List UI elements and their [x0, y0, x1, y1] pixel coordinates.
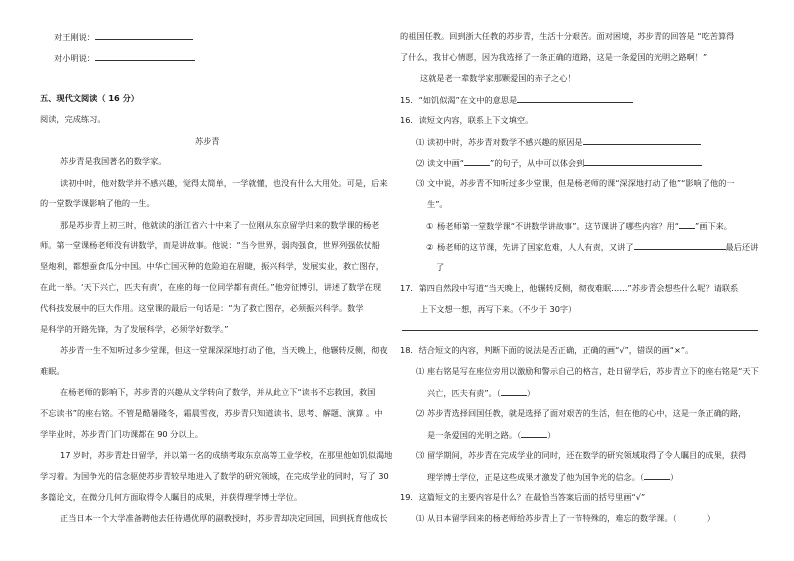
circled-number: ⑵ — [416, 158, 425, 168]
question-17-line-2: 上下文想一想，再写下来。（不少于 30字） — [420, 304, 577, 314]
answer-line-wang — [54, 30, 378, 43]
paren-close: ） — [669, 472, 679, 482]
para-line: 学习着。为国争光的信念驱使苏步青较早地进入了数学的研究领域，在完成学业的同时，写了 30 — [40, 471, 389, 481]
q18-3-text-b: 理学博士学位，正是这些成果才激发了他为国争光的信念。（ — [427, 472, 644, 482]
para-line: 师。第一堂课杨老师没有讲数学，而是讲故事。他说：“当今世界，弱肉强食，世界列强依仗船 — [40, 240, 380, 250]
circled-number: ⑶ — [416, 178, 425, 188]
blank-xiaoming[interactable] — [95, 51, 195, 61]
q16-3-1-text-b: ”画下来。 — [694, 221, 732, 231]
q16-3-2-blank-a[interactable] — [634, 240, 726, 250]
q18-1-cont — [427, 386, 764, 399]
instruction: 阅读，完成练习。 — [40, 114, 106, 124]
q16-2-blank[interactable] — [584, 156, 702, 166]
answer-line-xiaoming — [54, 51, 378, 64]
q18-1-text-b: 兴亡，匹夫有责”。（ — [427, 388, 501, 398]
q16-2-text-b: ”的句子，从中可以体会到 — [490, 158, 585, 168]
para-line: 读初中时，他对数学并不感兴趣，觉得太简单，一学就懂，也没有什么大用处。可是，后来 — [60, 178, 388, 188]
q18-2-answer[interactable] — [521, 428, 547, 438]
q16-3-2-text-b: 最后还讲 — [725, 242, 759, 252]
question-17-line-1: 17．第四自然段中写道“当天晚上，他辗转反侧，彻夜难眠……”苏步青会想些什么呢？请联系 — [400, 283, 739, 293]
q19-1-text: 从日本留学回来的杨老师给苏步青上了一节特殊的，难忘的数学课。（ — [427, 513, 677, 523]
para-line: 苏步青是我国著名的数学家。 — [60, 156, 167, 166]
para-line: 苏步青一生不知听过多少堂课，但这一堂课深深地打动了他，当天晚上，他辗转反侧，彻夜 — [60, 345, 388, 355]
para-line: 这就是老一辈数学家那颗爱国的赤子之心！ — [420, 73, 576, 83]
article-title: 苏步青 — [195, 136, 220, 146]
label-xiaoming: 对小明说： — [54, 53, 95, 63]
circled-number: ② — [426, 242, 434, 252]
paren-close: ） — [547, 430, 556, 440]
q18-item-3 — [416, 449, 764, 461]
q16-3-sub-2 — [426, 240, 764, 253]
q18-2-text-b: 是一条爱国的光明之路。（ — [427, 430, 522, 440]
para-line: 代科技发展中的巨大作用。这堂课的最后一句话是：“为了救亡图存，必须振兴科学。数学 — [40, 303, 364, 313]
circled-number: ⑴ — [416, 366, 425, 376]
q16-item-1 — [416, 135, 764, 148]
circled-number: ① — [426, 221, 434, 231]
paren-close: ） — [526, 388, 536, 398]
question-19: 19．这篇短文的主要内容是什么？在最恰当答案后面的括号里画“√” — [400, 492, 646, 502]
para-line: 坚炮利，都想蚕食瓜分中国。中华亡国灭种的危险迫在眉睫，振兴科学，发展实业，救亡图存， — [40, 261, 384, 271]
circled-number: ⑶ — [416, 450, 425, 460]
question-16: 16．读短文内容，联系上下文填空。 — [400, 115, 534, 125]
q18-1-answer[interactable] — [501, 386, 527, 396]
para-line: 学毕业时，苏步青门门功课都在 90 分以上。 — [40, 429, 203, 439]
para-line: 难眠。 — [40, 366, 65, 376]
circled-number: ⑴ — [416, 137, 425, 147]
q18-item-2 — [416, 407, 764, 419]
para-line: 那是苏步青上初三时，他就读的浙江省六十中来了一位刚从东京留学归来的数学课的杨老 — [60, 220, 380, 230]
q18-item-1 — [416, 365, 764, 377]
q16-item-2 — [416, 156, 764, 169]
q15-blank[interactable] — [517, 93, 633, 103]
q19-item-1 — [416, 512, 764, 524]
q16-1-text: 读初中时，苏步青对数学不感兴趣的原因是 — [427, 137, 583, 147]
q16-3-1-text-a: 杨老师第一堂数学课“不讲数学讲故事”。这节课讲了哪些内容？用“ — [437, 221, 679, 231]
label-wang: 对王刚说： — [54, 32, 95, 42]
q16-1-blank[interactable] — [583, 135, 701, 145]
para-line: 的一堂数学课影响了他的一生。 — [40, 198, 155, 208]
para-line: 多篇论文，在微分几何方面取得令人瞩目的成果，并获得理学博士学位。 — [40, 492, 303, 502]
q16-item-3 — [416, 177, 764, 189]
para-line: 正当日本一个大学准备聘他去任待遇优厚的副教授时，苏步青却决定回国，回到抚育他成长 — [60, 513, 388, 523]
para-line: 了什么，我甘心情愿，因为我选择了一条正确的道路，这是一条爱国的光明之路啊！” — [400, 52, 708, 62]
q18-3-cont — [427, 470, 764, 483]
q15-text: 15．“如饥似渴”在文中的意思是 — [400, 95, 518, 105]
q16-3-cont: 生”。 — [427, 199, 448, 209]
para-line: 在此一举。‘天下兴亡，匹夫有责’，在座的每一位同学都有责任。”他旁征博引，讲述了数学在现 — [40, 282, 382, 292]
circled-number: ⑵ — [416, 408, 425, 418]
blank-wang[interactable] — [95, 30, 193, 40]
para-line: 在杨老师的影响下，苏步青的兴趣从文学转向了数学，并从此立下“读书不忘救国，救国 — [60, 387, 376, 397]
q16-3-2-text-a: 杨老师的这节课，先讲了国家危难，人人有责，又讲了 — [437, 242, 634, 252]
paren-close: ） — [706, 513, 715, 523]
q18-3-text-a: 留学期间，苏步青在完成学业的同时，还在数学的研究领域取得了令人瞩目的成果，获得 — [427, 450, 747, 460]
q16-2-mark — [464, 156, 490, 166]
q16-3-1-blank[interactable] — [679, 219, 695, 229]
para-line: 不忘读书”的座右铭。不管是酷暑隆冬，霜晨雪夜，苏步青只知道读书、思考、解题、演算 。中 — [40, 408, 383, 418]
q16-3-sub-1 — [426, 219, 764, 232]
q18-2-cont — [427, 428, 764, 441]
question-15 — [400, 93, 764, 106]
section-title: 五、现代文阅读（ 16 分） — [40, 93, 139, 103]
q16-3-2-text-c: 了 — [436, 262, 445, 272]
q18-1-text-a: 座右铭是写在座位旁用以激励和警示自己的格言，赴日留学后，苏步青立下的座右铭是“天下 — [427, 366, 759, 376]
q16-3-2-cont — [436, 261, 764, 273]
q16-2-text-a: 读文中画“ — [427, 158, 464, 168]
para-line: 的祖国任教。回到浙大任教的苏步青，生活十分艰苦。面对困境，苏步青的回答是 “吃苦算得 — [400, 31, 735, 41]
para-line: 17 岁时，苏步青赴日留学，并以第一名的成绩考取东京高等工业学校，在那里他如饥似渴地 — [60, 450, 393, 460]
q18-2-text-a: 苏步青选择回国任教，就是选择了面对艰苦的生活，但在他的心中，这是一条正确的路， — [427, 408, 747, 418]
q18-3-answer[interactable] — [644, 470, 670, 480]
question-18: 18．结合短文的内容，判断下面的说法是否正确，正确的画“√”，错误的画“×”。 — [400, 345, 694, 355]
circled-number: ⑴ — [416, 513, 425, 523]
para-line: 是科学的开路先锋，为了发展科学，必须学好数学。” — [40, 324, 229, 334]
q16-3-text: 文中说，苏步青不知听过多少堂课，但是杨老师的课“深深地打动了他”“影响了他的一 — [427, 178, 735, 188]
q17-answer-line[interactable] — [402, 330, 758, 331]
